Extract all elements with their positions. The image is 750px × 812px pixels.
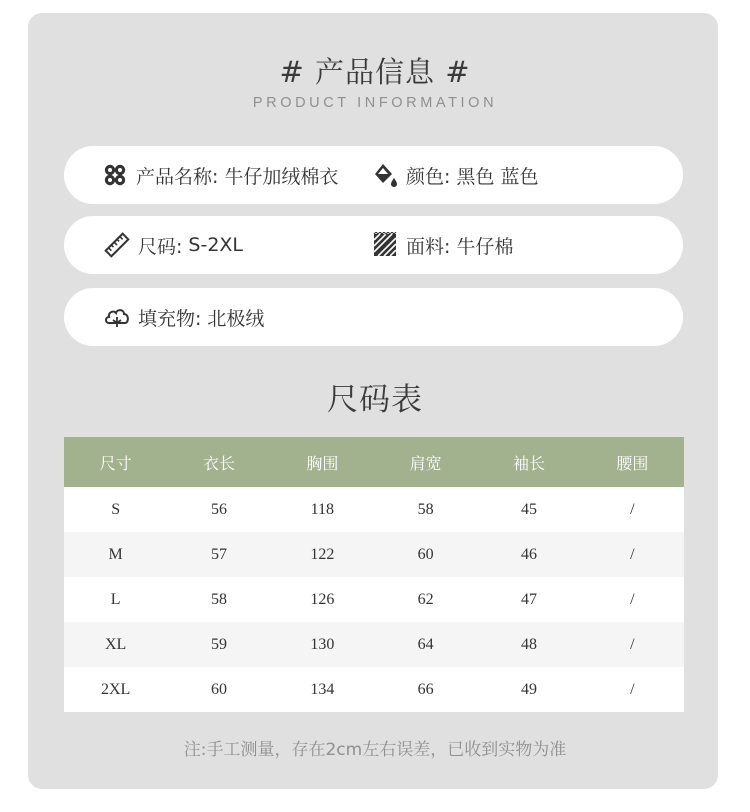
table-cell: 60 bbox=[374, 532, 477, 577]
filling-label: 填充物: bbox=[138, 307, 202, 330]
table-cell: 130 bbox=[271, 622, 374, 667]
table-cell: 49 bbox=[477, 667, 580, 712]
table-cell: / bbox=[581, 622, 684, 667]
table-cell: 58 bbox=[167, 577, 270, 622]
table-cell: 45 bbox=[477, 487, 580, 532]
info-row-size-fabric bbox=[64, 216, 683, 274]
table-cell: 122 bbox=[271, 532, 374, 577]
fabric-field bbox=[372, 216, 513, 274]
table-row bbox=[64, 667, 684, 712]
table-cell: / bbox=[581, 667, 684, 712]
table-cell: 59 bbox=[167, 622, 270, 667]
table-row bbox=[64, 622, 684, 667]
table-cell: M bbox=[64, 532, 167, 577]
table-cell: 60 bbox=[167, 667, 270, 712]
table-cell: 56 bbox=[167, 487, 270, 532]
table-cell: 48 bbox=[477, 622, 580, 667]
info-row-filling bbox=[64, 288, 683, 346]
table-cell: 58 bbox=[374, 487, 477, 532]
table-cell: S bbox=[64, 487, 167, 532]
color-value: 黑色 蓝色 bbox=[456, 165, 539, 188]
measurement-note: 注:手工测量，存在2cm左右误差，已收到实物为准 bbox=[183, 740, 567, 760]
ruler-icon bbox=[104, 232, 130, 258]
product-name-label: 产品名称: bbox=[136, 165, 219, 188]
size-label: 尺码: bbox=[138, 235, 183, 258]
table-row bbox=[64, 532, 684, 577]
size-field bbox=[104, 216, 243, 274]
header-waist: 腰围 bbox=[581, 437, 684, 487]
table-cell: 62 bbox=[374, 577, 477, 622]
table-cell: 2XL bbox=[64, 667, 167, 712]
header-length: 衣长 bbox=[167, 437, 270, 487]
table-cell: / bbox=[581, 487, 684, 532]
fabric-value: 牛仔棉 bbox=[456, 235, 514, 258]
table-cell: XL bbox=[64, 622, 167, 667]
fabric-label: 面料: bbox=[406, 235, 451, 258]
info-row-name-color bbox=[64, 146, 683, 204]
header-shoulder: 肩宽 bbox=[374, 437, 477, 487]
header-size: 尺寸 bbox=[64, 437, 167, 487]
table-cell: 64 bbox=[374, 622, 477, 667]
page-title: # 产品信息 # bbox=[279, 55, 471, 89]
table-cell: L bbox=[64, 577, 167, 622]
paint-bucket-icon bbox=[372, 162, 398, 188]
product-name-field bbox=[102, 146, 338, 204]
table-cell: 118 bbox=[271, 487, 374, 532]
table-row bbox=[64, 577, 684, 622]
table-cell: 126 bbox=[271, 577, 374, 622]
color-label: 颜色: bbox=[406, 165, 451, 188]
header-chest: 胸围 bbox=[271, 437, 374, 487]
table-cell: 46 bbox=[477, 532, 580, 577]
header-sleeve: 袖长 bbox=[477, 437, 580, 487]
clover-icon bbox=[102, 162, 128, 188]
filling-value: 北极绒 bbox=[207, 307, 265, 330]
page-subtitle: PRODUCT INFORMATION bbox=[252, 95, 498, 111]
size-table-header bbox=[64, 437, 684, 487]
fabric-icon bbox=[372, 232, 398, 258]
filling-field bbox=[104, 288, 264, 346]
size-table bbox=[64, 437, 684, 712]
table-cell: / bbox=[581, 577, 684, 622]
size-value: S-2XL bbox=[188, 234, 244, 256]
table-cell: 134 bbox=[271, 667, 374, 712]
table-cell: 66 bbox=[374, 667, 477, 712]
table-row bbox=[64, 487, 684, 532]
table-cell: 47 bbox=[477, 577, 580, 622]
size-chart-title: 尺码表 bbox=[327, 382, 423, 418]
table-cell: / bbox=[581, 532, 684, 577]
table-cell: 57 bbox=[167, 532, 270, 577]
cotton-icon bbox=[104, 304, 130, 330]
product-name-value: 牛仔加绒棉衣 bbox=[224, 165, 339, 188]
color-field bbox=[372, 146, 538, 204]
